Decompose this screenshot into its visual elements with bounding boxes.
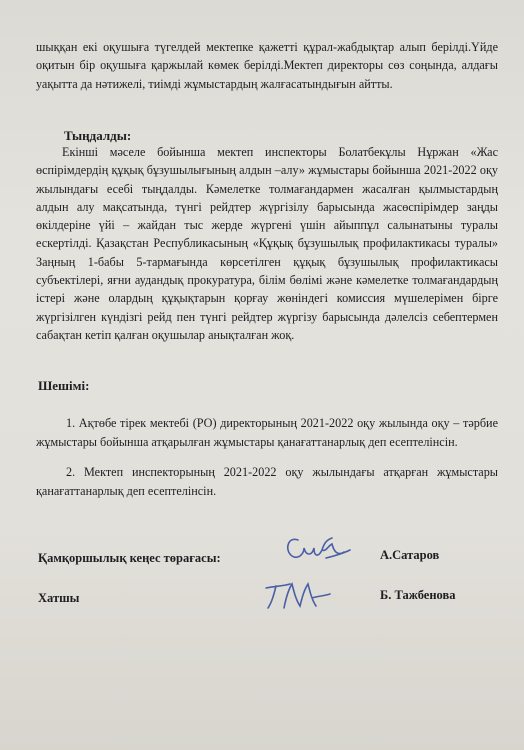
- decision-heading: Шешімі:: [38, 378, 90, 393]
- decision-item-1: 1. Ақтөбе тірек мектебі (РО) директорының 2021-2022 оқу жылында оқу – тәрбие жұмыстары бойынша атқарылған жұмыстары қанағаттанарлық деп есептелінсін.: [36, 416, 498, 449]
- chairman-role-label: Қамқоршылық кеңес төрағасы:: [38, 551, 221, 565]
- decision-item-2: 2. Мектеп инспекторының 2021-2022 оқу жылындағы атқарған жұмыстары қанағаттанарлық деп есептелінсін.: [36, 465, 498, 498]
- chairman-signature: [282, 532, 352, 568]
- intro-paragraph: шыққан екі оқушыға түгелдей мектепке қажетті құрал-жабдықтар алып берілді.Үйде оқитын бір оқушыға қаржылай көмек берілді.Мектеп директоры сөз соңында, алдағы уақытта да нәтижелі, тиімді жұмыстардың жалғасатындығын айтты.: [36, 40, 498, 91]
- heard-heading: Тыңдалды:: [64, 128, 132, 143]
- heard-paragraph: Екінші мәселе бойынша мектеп инспекторы Болатбекұлы Нұржан «Жас өспірімдердің құқық бұзушылығының алдын –алу» жұмыстары бойынша 2021-2022 оқу жылындағы есебі тыңдалды. Кәмелетке толмағандармен жасалған қылмыстардың алдын алу мақсатында, түнгі рейдтер жүргізілу барысында жасөспірімдер заңды өкілдеріне үйі – жайдан тыс жерде жүргені үшін айыппұл салынатыны туралы ескертілді. Қазақстан Республикасының «Құқық бұзушылық профилактикасы туралы» Заңның 1-бабы 5-тармағында көрсетілген құқық бұзушылық профилактикасы субъектілері, яғни аудандық прокуратура, білім бөлімі және кәмелетке толмағандардың істері және олардың құқықтарын қорғау жөніндегі комиссия мүшелерімен бірге жүргізілген күндізгі рейд пен түнгі рейдтер жүргізу барысында дәлелсіз себептермен сабақтан кетіп қалған оқушылар анықталған жоқ.: [36, 145, 498, 342]
- secretary-role-label: Хатшы: [38, 591, 80, 605]
- secretary-name: Б. Тажбенова: [380, 588, 456, 602]
- chairman-name: А.Сатаров: [380, 548, 440, 562]
- secretary-signature: [262, 578, 332, 614]
